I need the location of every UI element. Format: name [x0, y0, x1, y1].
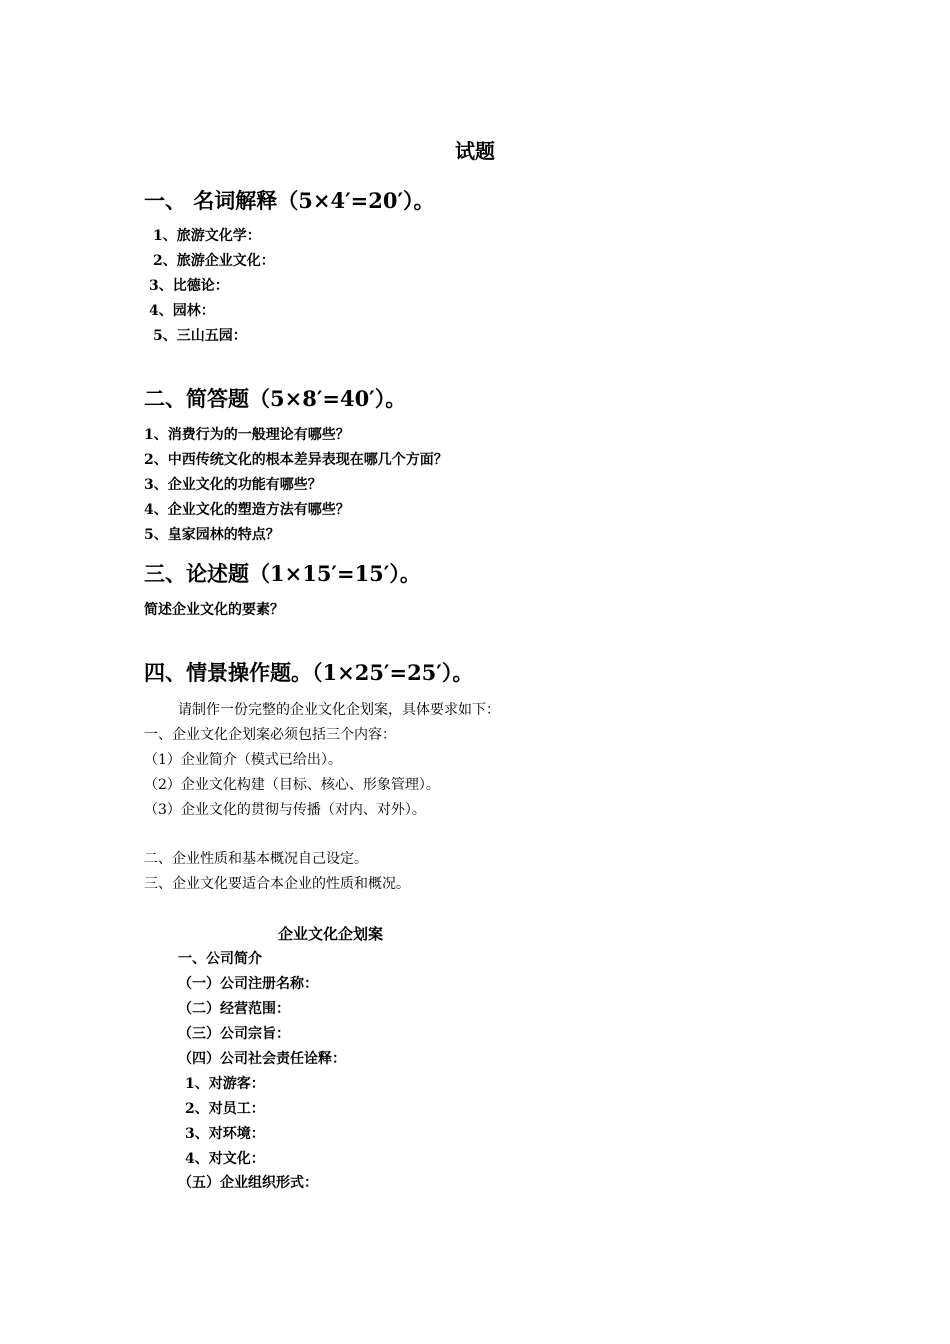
requirement-2: 二、企业性质和基本概况自己设定。 [144, 851, 368, 867]
requirement-1-item-1: （1）企业简介（模式已给出）。 [144, 752, 342, 768]
term-item-1: 1、旅游文化学： [153, 228, 261, 244]
plan-title: 企业文化企划案 [278, 925, 384, 943]
term-item-3: 3、比德论： [149, 278, 229, 294]
term-item-5: 5、三山五园： [153, 328, 247, 344]
plan-line-9: （五）企业组织形式： [178, 1175, 318, 1191]
requirement-3: 三、企业文化要适合本企业的性质和概况。 [144, 876, 410, 892]
essay-question: 简述企业文化的要素？ [144, 602, 284, 618]
task-intro: 请制作一份完整的企业文化企划案，具体要求如下： [178, 702, 500, 718]
section1-heading: 一、 名词解释（5×4′=20′）。 [144, 188, 435, 213]
plan-line-1: （一）公司注册名称： [178, 976, 318, 992]
plan-line-3: （三）公司宗旨： [178, 1026, 290, 1042]
plan-line-7: 3、对环境： [185, 1126, 265, 1142]
section2-heading: 二、简答题（5×8′=40′）。 [144, 386, 407, 411]
requirement-1: 一、企业文化企划案必须包括三个内容： [144, 727, 396, 743]
requirement-1-item-2: （2）企业文化构建（目标、核心、形象管理）。 [144, 777, 440, 793]
section4-heading: 四、情景操作题。（1×25′=25′）。 [144, 660, 474, 685]
short-question-3: 3、企业文化的功能有哪些？ [144, 477, 322, 493]
plan-line-8: 4、对文化： [185, 1151, 265, 1167]
short-question-4: 4、企业文化的塑造方法有哪些？ [144, 502, 350, 518]
short-question-2: 2、中西传统文化的根本差异表现在哪几个方面？ [144, 452, 448, 468]
plan-line-2: （二）经营范围： [178, 1001, 290, 1017]
document-title: 试题 [455, 139, 495, 163]
term-item-4: 4、园林： [149, 303, 215, 319]
term-item-2: 2、旅游企业文化： [153, 253, 275, 269]
plan-line-5: 1、对游客： [185, 1076, 265, 1092]
short-question-5: 5、皇家园林的特点？ [144, 527, 280, 543]
plan-line-6: 2、对员工： [185, 1101, 265, 1117]
plan-line-4: （四）公司社会责任诠释： [178, 1051, 346, 1067]
section3-heading: 三、论述题（1×15′=15′）。 [144, 561, 421, 586]
short-question-1: 1、消费行为的一般理论有哪些？ [144, 427, 350, 443]
plan-heading: 一、公司简介 [178, 951, 262, 967]
requirement-1-item-3: （3）企业文化的贯彻与传播（对内、对外）。 [144, 802, 426, 818]
